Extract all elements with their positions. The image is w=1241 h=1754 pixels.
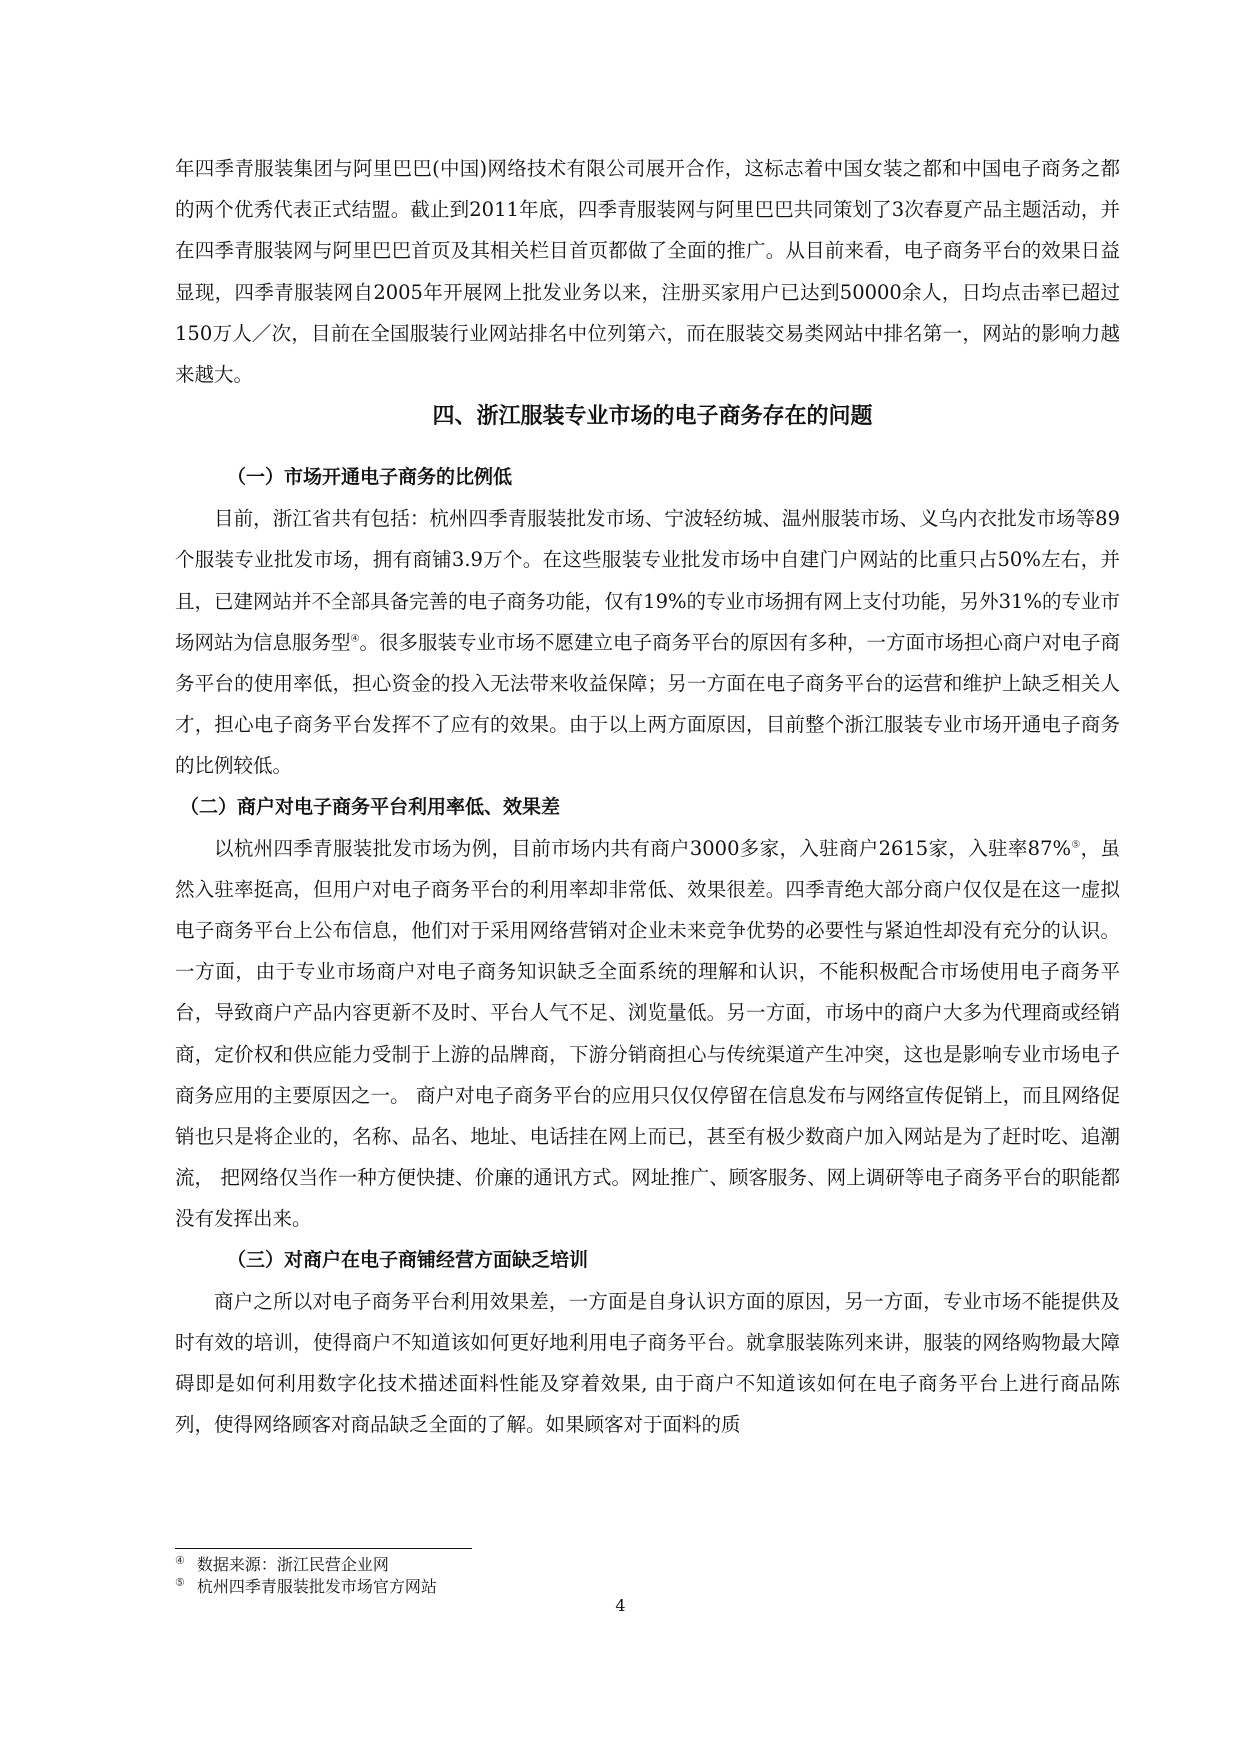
paragraph-text: 。很多服装专业市场不愿建立电子商务平台的原因有多种，一方面市场担心商户对电子商务平台的使用率低，担心资金的投入无法带来收益保障；另一方面在电子商务平台的运营和维护上缺乏相关人才，担心电子商务平台发挥不了应有的效果。由于以上两方面原因，目前整个浙江服装专业市场开通电子商务的比例较低。 — [175, 630, 1120, 778]
footnotes — [175, 1554, 875, 1598]
footnote-text: 杭州四季青服装批发市场官方网站 — [196, 1577, 437, 1596]
paragraph-subsection-1 — [175, 498, 1120, 786]
paragraph-text: 目前，浙江省共有包括：杭州四季青服装批发市场、宁波轻纺城、温州服装市场、义乌内衣批发市场等89个服装专业批发市场，拥有商铺3.9万个。在这些服装专业批发市场中自建门户网站的比重只占50%左右，并且，已建网站并不全部具备完善的电子商务功能，仅有19%的专业市场拥有网上支付功能，另外31%的专业市场网站为信息服务型 — [175, 507, 1120, 654]
page-number: 4 — [615, 1596, 626, 1615]
subsection-heading-2: （二）商户对电子商务平台利用率低、效果差 — [180, 795, 561, 818]
footnote-mark: ⑤ — [175, 1575, 185, 1589]
footnote-mark: ④ — [175, 1553, 185, 1567]
paragraph-subsection-3: 商户之所以对电子商务平台利用效果差，一方面是自身认识方面的原因，另一方面，专业市场不能提供及时有效的培训，使得商户不知道该如何更好地利用电子商务平台。就拿服装陈列来讲，服装的网络购物最大障碍即是如何利用数字化技术描述面料性能及穿着效果, 由于商户不知道该如何在电子商务平台上进行商品陈列，使得网络顾客对商品缺乏全面的了解。如果顾客对于面料的质 — [175, 1289, 1120, 1437]
footnote-item — [175, 1554, 875, 1576]
footnote-reference: ⑤ — [1071, 839, 1081, 851]
paragraph-text: ，虽然入驻率挺高，但用户对电子商务平台的利用率却非常低、效果很差。四季青绝大部分商户仅仅是在这一虚拟电子商务平台上公布信息，他们对于采用网络营销对企业未来竞争优势的必要性与紧迫性却没有充分的认识。一方面，由于专业市场商户对电子商务知识缺乏全面系统的理解和认识，不能积极配合市场使用电子商务平台，导致商户产品内容更新不及时、平台人气不足、浏览量低。另一方面，市场中的商户大多为代理商或经销商，定价权和供应能力受制于上游的品牌商，下游分销商担心与传统渠道产生冲突，这也是影响专业市场电子商务应用的主要原因之一。 商户对电子商务平台的应用只仅仅停留在信息发布与网络宣传促销上，而且网络促销也只是将企业的，名称、品名、地址、电话挂在网上而已，甚至有极少数商户加入网站是为了赶时吃、追潮流， 把网络仅当作一种方便快捷、价廉的通讯方式。网址推广、顾客服务、网上调研等电子商务平台的职能都没有发挥出来。 — [175, 836, 1120, 1231]
main-content — [175, 148, 1120, 1445]
section-heading: 四、浙江服装专业市场的电子商务存在的问题 — [432, 404, 873, 430]
paragraph-intro: 年四季青服装集团与阿里巴巴(中国)网络技术有限公司展开合作，这标志着中国女装之都和中国电子商务之都的两个优秀代表正式结盟。截止到2011年底，四季青服装网与阿里巴巴共同策划了3次春夏产品主题活动，并在四季青服装网与阿里巴巴首页及其相关栏目首页都做了全面的推广。从目前来看，电子商务平台的效果日益显现，四季青服装网自2005年开展网上批发业务以来，注册买家用户已达到50000余人，日均点击率已超过150万人／次，目前在全国服装行业网站排名中位列第六，而在服装交易类网站中排名第一，网站的影响力越来越大。 — [175, 157, 1120, 387]
footnote-item — [175, 1576, 875, 1598]
footnote-text: 数据来源：浙江民营企业网 — [196, 1555, 389, 1574]
footnote-separator — [175, 1548, 472, 1549]
footnote-reference: ④ — [350, 633, 360, 645]
subsection-heading-1: （一）市场开通电子商务的比例低 — [227, 466, 513, 489]
subsection-heading-3: （三）对商户在电子商铺经营方面缺乏培训 — [227, 1248, 589, 1271]
paragraph-subsection-2 — [175, 828, 1120, 1240]
paragraph-text: 以杭州四季青服装批发市场为例，目前市场内共有商户3000多家，入驻商户2615家，入驻率87% — [214, 836, 1072, 860]
